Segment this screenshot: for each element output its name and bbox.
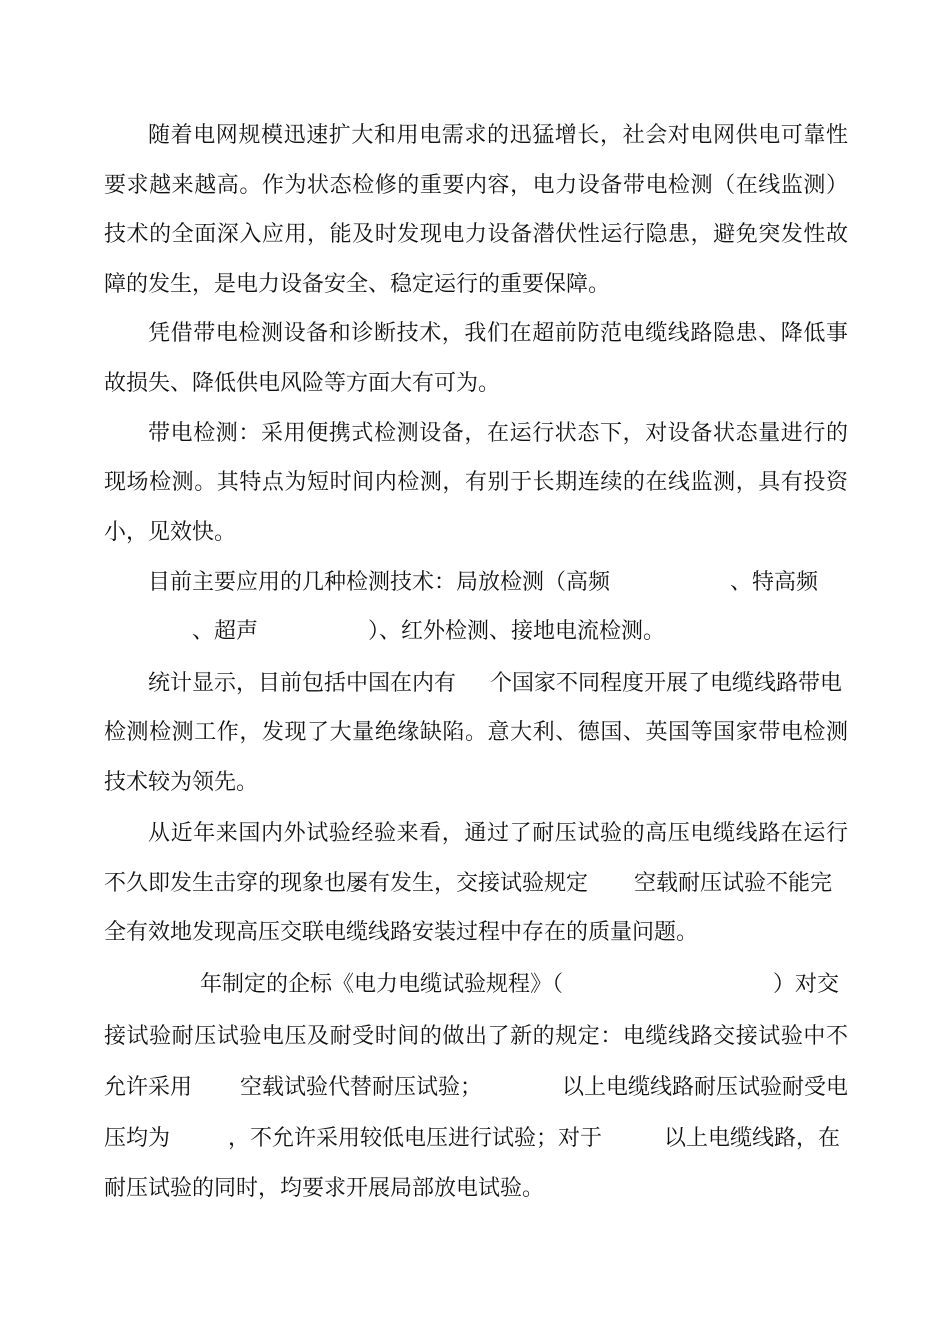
paragraph-6-line-2-part-b: 空载耐压试验不能完 xyxy=(634,871,833,896)
paragraph-7-line-3-part-c: 以上电缆线路耐压试验耐受电 xyxy=(562,1075,849,1100)
paragraph-4-line-1-part-a: 目前主要应用的几种检测技术：局放检测（高频 xyxy=(148,570,611,595)
paragraph-7-line-3 xyxy=(104,1071,848,1105)
paragraph-7-line-4-part-c: 以上电缆线路，在 xyxy=(664,1126,841,1151)
paragraph-4-line-1 xyxy=(148,566,848,600)
paragraph-3-line-1: 带电检测：采用便携式检测设备，在运行状态下，对设备状态量进行的 xyxy=(148,421,848,446)
paragraph-7-line-4 xyxy=(104,1122,848,1156)
paragraph-1-line-2: 要求越来越高。作为状态检修的重要内容，电力设备带电检测（在线监测） xyxy=(104,173,848,198)
paragraph-4-line-2-part-a: 、超声 xyxy=(192,619,259,644)
paragraph-7-line-1-part-b: ）对交 xyxy=(773,972,840,997)
paragraph-1-line-3: 技术的全面深入应用，能及时发现电力设备潜伏性运行隐患，避免突发性故 xyxy=(104,222,848,247)
paragraph-4-line-1-part-b: 、特高频 xyxy=(730,570,819,595)
paragraph-3-line-2: 现场检测。其特点为短时间内检测，有别于长期连续的在线监测，具有投资 xyxy=(104,470,848,495)
paragraph-1-line-4: 障的发生，是电力设备安全、稳定运行的重要保障。 xyxy=(104,272,611,297)
paragraph-5-line-1 xyxy=(148,667,848,701)
paragraph-2-line-1: 凭借带电检测设备和诊断技术，我们在超前防范电缆线路隐患、降低事 xyxy=(148,321,848,346)
paragraph-5-line-3: 技术较为领先。 xyxy=(104,770,259,795)
paragraph-7-line-4-part-a: 压均为 xyxy=(104,1126,171,1151)
paragraph-6-line-1: 从近年来国内外试验经验来看，通过了耐压试验的高压电缆线路在运行 xyxy=(148,821,848,846)
paragraph-7-line-3-part-b: 空载试验代替耐压试验； xyxy=(240,1075,483,1100)
paragraph-7-line-1 xyxy=(104,968,848,1002)
paragraph-5-line-1-part-b: 个国家不同程度开展了电缆线路带电 xyxy=(490,671,843,696)
paragraph-6-line-2 xyxy=(104,867,848,901)
paragraph-4-line-2 xyxy=(104,615,848,649)
paragraph-1-line-1: 随着电网规模迅速扩大和用电需求的迅猛增长，社会对电网供电可靠性 xyxy=(148,123,848,148)
paragraph-4-line-2-part-b: ）、红外检测、接地电流检测。 xyxy=(368,619,666,644)
paragraph-6-line-3: 全有效地发现高压交联电缆线路安装过程中存在的质量问题。 xyxy=(104,920,699,945)
paragraph-5-line-2: 检测检测工作，发现了大量绝缘缺陷。意大利、德国、英国等国家带电检测 xyxy=(104,720,848,745)
paragraph-5-line-1-part-a: 统计显示，目前包括中国在内有 xyxy=(148,671,457,696)
paragraph-7-line-1-part-a: 年制定的企标《电力电缆试验规程》（ xyxy=(200,972,564,997)
paragraph-2-line-2: 故损失、降低供电风险等方面大有可为。 xyxy=(104,371,501,396)
paragraph-7-line-4-part-b: ，不允许采用较低电压进行试验；对于 xyxy=(228,1126,603,1151)
paragraph-7-line-5: 耐压试验的同时，均要求开展局部放电试验。 xyxy=(104,1176,545,1201)
paragraph-3-line-3: 小，见效快。 xyxy=(104,520,237,545)
paragraph-6-line-2-part-a: 不久即发生击穿的现象也屡有发生，交接试验规定 xyxy=(104,871,589,896)
paragraph-7-line-3-part-a: 允许采用 xyxy=(104,1075,193,1100)
paragraph-7-line-2: 接试验耐压试验电压及耐受时间的做出了新的规定：电缆线路交接试验中不 xyxy=(104,1024,848,1049)
